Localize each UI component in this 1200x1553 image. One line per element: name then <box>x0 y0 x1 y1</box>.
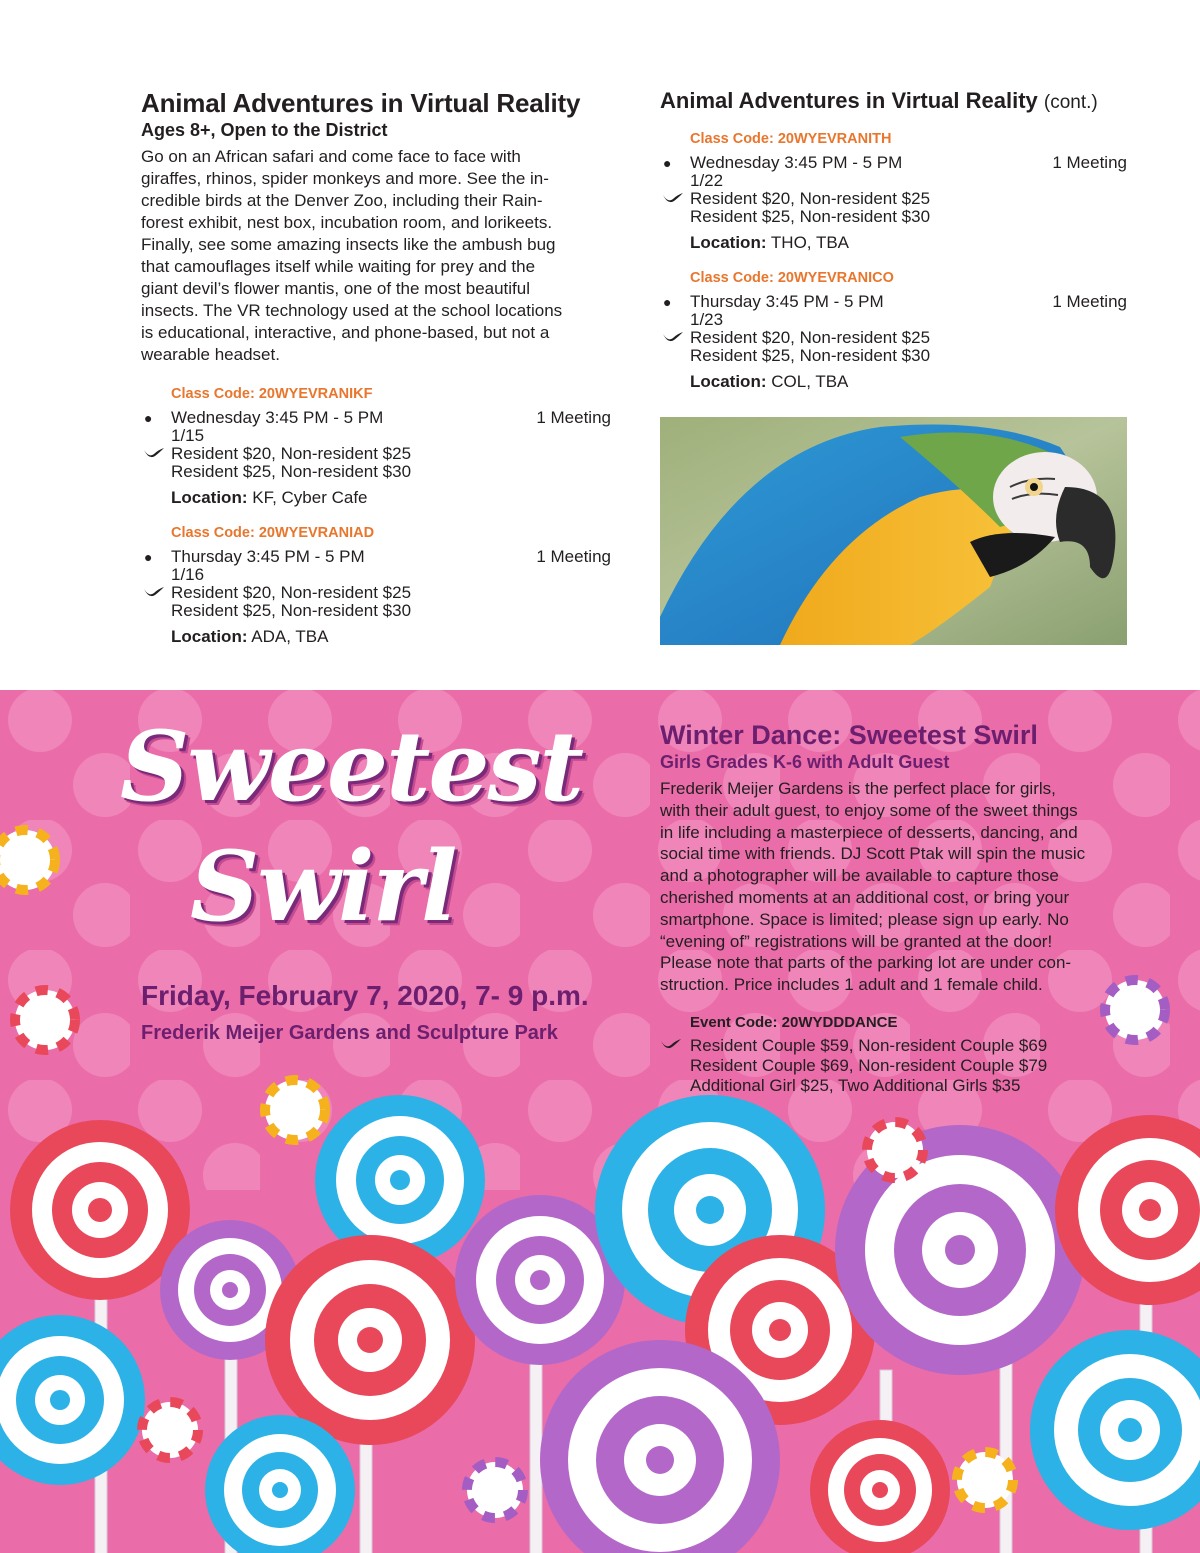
description-line: struction. Price includes 1 adult and 1 female child. <box>660 975 1043 995</box>
bullet-icon: ● <box>663 155 672 171</box>
swoosh-icon <box>143 586 165 598</box>
price-line: Resident $20, Non-resident $25 <box>171 583 412 602</box>
location-label: Location: <box>690 372 767 391</box>
class-code: Class Code: 20WYEVRANIKF <box>171 386 373 402</box>
event-date: Friday, February 7, 2020, 7- 9 p.m. <box>141 980 589 1011</box>
script-headline-line2: Swirl <box>190 830 456 943</box>
bullet-icon: ● <box>144 549 153 565</box>
dance-subtitle: Girls Grades K-6 with Adult Guest <box>660 752 950 772</box>
left-title: Animal Adventures in Virtual Reality <box>141 88 581 118</box>
price-line: Resident Couple $69, Non-resident Couple $79 <box>690 1056 1048 1075</box>
description-line: with their adult guest, to enjoy some of the sweet things <box>660 800 1078 820</box>
dance-title: Winter Dance: Sweetest Swirl <box>660 720 1038 750</box>
description-line: social time with friends. DJ Scott Ptak will spin the music <box>660 844 1086 864</box>
description-line: Finally, see some amazing insects like the ambush bug <box>141 235 556 254</box>
class-code: Class Code: 20WYEVRANICO <box>690 270 894 286</box>
session-location <box>690 373 1127 391</box>
price-line: Resident $20, Non-resident $25 <box>171 444 412 463</box>
location-value: ADA, TBA <box>251 627 329 646</box>
session-meetings: 1 Meeting <box>1052 153 1127 172</box>
event-venue: Frederik Meijer Gardens and Sculpture Park <box>141 1022 558 1044</box>
session-day: Wednesday 3:45 PM - 5 PM <box>690 153 903 172</box>
dance-prices <box>690 1036 1047 1096</box>
location-value: THO, TBA <box>770 233 850 252</box>
swoosh-icon <box>660 1038 682 1050</box>
right-title <box>660 88 1098 114</box>
price-line: Resident $25, Non-resident $30 <box>171 462 412 481</box>
location-label: Location: <box>690 233 767 252</box>
left-description <box>141 146 601 366</box>
description-line: and a photographer will be available to capture those <box>660 866 1059 886</box>
price-line: Additional Girl $25, Two Additional Girls $35 <box>690 1076 1021 1095</box>
session-block <box>663 153 1127 252</box>
description-line: giant devil’s flower mantis, one of the most beautiful <box>141 279 531 298</box>
description-line: that camouflages itself while waiting for prey and the <box>141 257 536 276</box>
bullet-icon: ● <box>663 294 672 310</box>
session-date: 1/23 <box>690 310 724 329</box>
description-line: cherished moments at an additional cost, or bring your <box>660 887 1070 907</box>
location-label: Location: <box>171 627 248 646</box>
price-line: Resident $20, Non-resident $25 <box>690 189 931 208</box>
price-line: Resident $25, Non-resident $30 <box>690 207 931 226</box>
right-title-suffix: (cont.) <box>1043 92 1098 113</box>
session-day: Wednesday 3:45 PM - 5 PM <box>171 408 384 427</box>
session-meetings: 1 Meeting <box>1052 292 1127 311</box>
session-location <box>690 234 1127 252</box>
description-line: giraffes, rhinos, spider monkeys and more. See the in- <box>141 169 549 188</box>
event-code: Event Code: 20WYDDDANCE <box>690 1014 898 1031</box>
class-code: Class Code: 20WYEVRANITH <box>690 131 892 147</box>
class-code: Class Code: 20WYEVRANIAD <box>171 525 375 541</box>
location-label: Location: <box>171 488 248 507</box>
session-date: 1/22 <box>690 171 724 190</box>
price-line: Resident Couple $59, Non-resident Couple $69 <box>690 1036 1048 1055</box>
dance-description <box>660 778 1130 996</box>
description-line: “evening of” registrations will be granted at the door! <box>660 931 1053 951</box>
description-line: Go on an African safari and come face to face with <box>141 147 521 166</box>
left-subtitle: Ages 8+, Open to the District <box>141 120 388 140</box>
swoosh-icon <box>662 192 684 204</box>
description-line: Frederik Meijer Gardens is the perfect place for girls, <box>660 779 1056 798</box>
session-block <box>663 292 1127 391</box>
description-line: credible birds at the Denver Zoo, including their Rain- <box>141 191 543 210</box>
session-day: Thursday 3:45 PM - 5 PM <box>690 292 884 311</box>
description-line: smartphone. Space is limited; please sign up early. No <box>660 909 1069 929</box>
session-block <box>144 547 611 646</box>
right-title-text: Animal Adventures in Virtual Reality <box>660 88 1038 113</box>
location-value: KF, Cyber Cafe <box>252 488 368 507</box>
session-location <box>171 628 611 646</box>
session-meetings: 1 Meeting <box>536 408 611 427</box>
session-block <box>144 408 611 507</box>
location-value: COL, TBA <box>771 372 849 391</box>
description-line: forest exhibit, nest box, incubation room, and lorikeets. <box>141 213 553 232</box>
session-day: Thursday 3:45 PM - 5 PM <box>171 547 365 566</box>
price-line: Resident $25, Non-resident $30 <box>171 601 412 620</box>
description-line: wearable headset. <box>141 345 280 364</box>
price-line: Resident $20, Non-resident $25 <box>690 328 931 347</box>
swoosh-icon <box>143 447 165 459</box>
description-line: is educational, interactive, and phone-based, but not a <box>141 323 550 342</box>
price-line: Resident $25, Non-resident $30 <box>690 346 931 365</box>
sweetest-swirl-banner <box>0 690 1200 1553</box>
swoosh-icon <box>662 331 684 343</box>
bullet-icon: ● <box>144 410 153 426</box>
description-line: insects. The VR technology used at the school locations <box>141 301 563 320</box>
session-location <box>171 489 611 507</box>
description-line: in life including a masterpiece of desserts, dancing, and <box>660 822 1078 842</box>
script-headline-line1: Sweetest <box>120 710 582 823</box>
session-date: 1/15 <box>171 426 205 445</box>
description-line: Please note that parts of the parking lot are under con- <box>660 953 1072 973</box>
macaw-photo <box>660 417 1127 645</box>
session-date: 1/16 <box>171 565 205 584</box>
session-meetings: 1 Meeting <box>536 547 611 566</box>
